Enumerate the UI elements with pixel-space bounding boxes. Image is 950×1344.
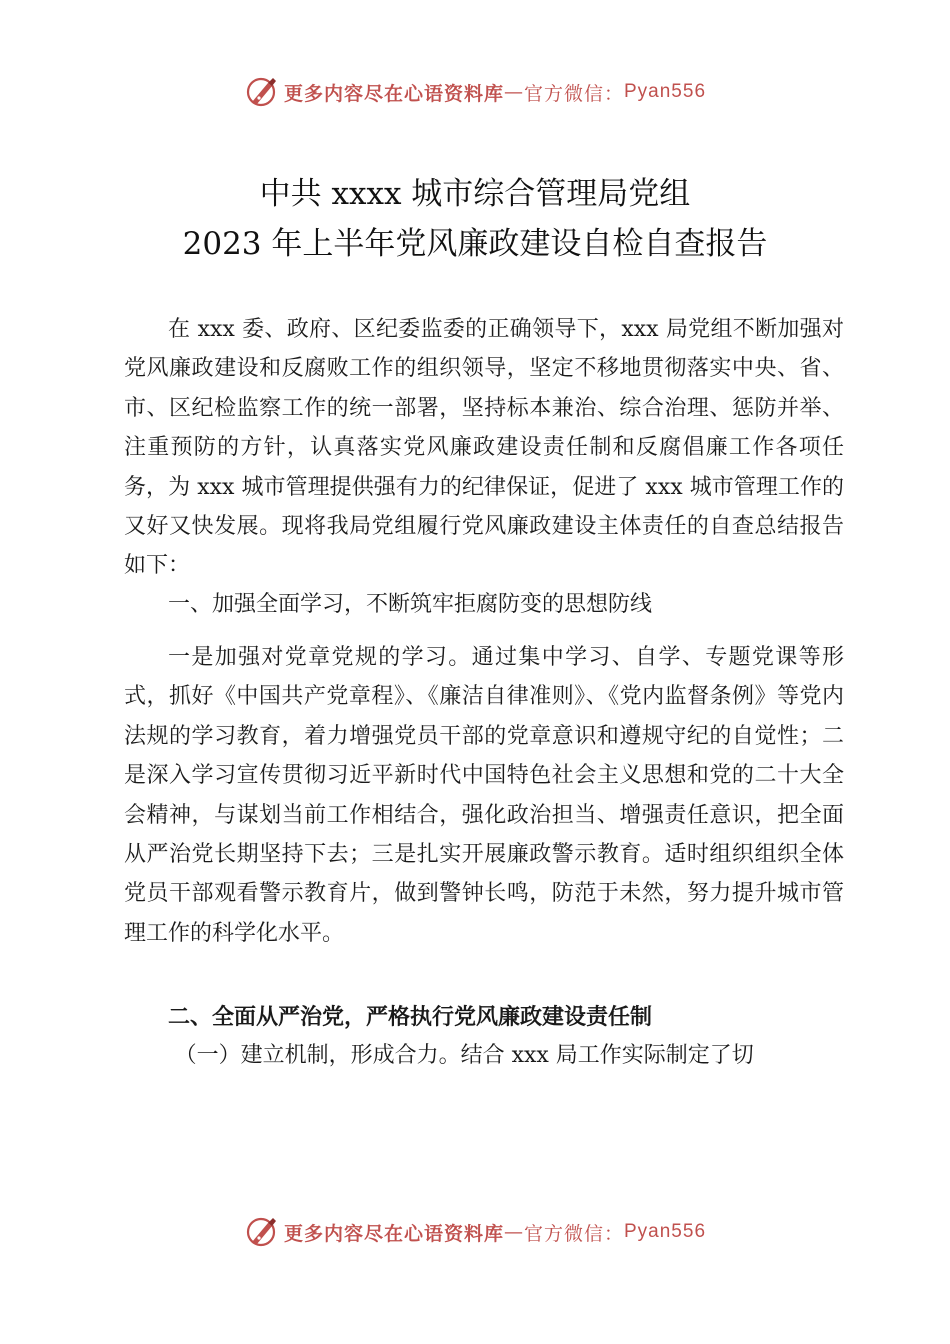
header-watermark <box>0 72 950 112</box>
watermark-dash: — <box>503 1221 524 1243</box>
document-title-line-2: 2023 年上半年党风廉政建设自检自查报告 <box>182 226 768 262</box>
watermark-brand: 更多内容尽在心语资料库 <box>283 1222 504 1245</box>
pen-nib-logo-icon <box>244 1214 280 1250</box>
section-2-paragraph: （一）建立机制，形成合力。结合 xxx 局工作实际制定了切 <box>174 1043 754 1068</box>
watermark-brand: 更多内容尽在心语资料库 <box>283 82 504 105</box>
watermark-wechat-label: 官方微信： <box>523 1222 624 1245</box>
watermark-dash: — <box>503 81 524 103</box>
watermark-wechat-id: Pyan556 <box>624 81 707 102</box>
footer-watermark <box>0 1212 950 1252</box>
pen-nib-logo-icon <box>244 74 280 110</box>
section-1-paragraph: 一是加强对党章党规的学习。通过集中学习、自学、专题党课等形式，抓好《中国共产党章程》、《廉洁自律准则》、《党内监督条例》等党内法规的学习教育，着力增强党员干部的党章意识和遵规守纪的自觉性；二是深入学习宣传贯彻习近平新时代中国特色社会主义思想和党的二十大全会精神，与谋划当前工作相结合，强化政治担当、增强责任意识，把全面从严治党长期坚持下去；三是扎实开展廉政警示教育。适时组织组织全体党员干部观看警示教育片，做到警钟长鸣，防范于未然，努力提升城市管理工作的科学化水平。 <box>124 645 844 946</box>
section-heading-1: 一、加强全面学习，不断筑牢拒腐防变的思想防线 <box>168 592 653 617</box>
watermark-wechat-label: 官方微信： <box>523 82 624 105</box>
watermark-wechat-id: Pyan556 <box>624 1221 707 1242</box>
document-title-line-1: 中共 xxxx 城市综合管理局党组 <box>259 176 691 212</box>
section-heading-2: 二、全面从严治党，严格执行党风廉政建设责任制 <box>168 1005 653 1030</box>
intro-paragraph: 在 xxx 委、政府、区纪委监委的正确领导下，xxx 局党组不断加强对党风廉政建设和反腐败工作的组织领导，坚定不移地贯彻落实中央、省、市、区纪检监察工作的统一部署，坚持标本兼治、综合治理、惩防并举、注重预防的方针，认真落实党风廉政建设责任制和反腐倡廉工作各项任务，为 xxx 城市管理提供强有力的纪律保证，促进了 xxx 城市管理工作的又好又快发展。现将我局党组履行党风廉政建设主体责任的自查总结报告如下： <box>124 317 844 579</box>
